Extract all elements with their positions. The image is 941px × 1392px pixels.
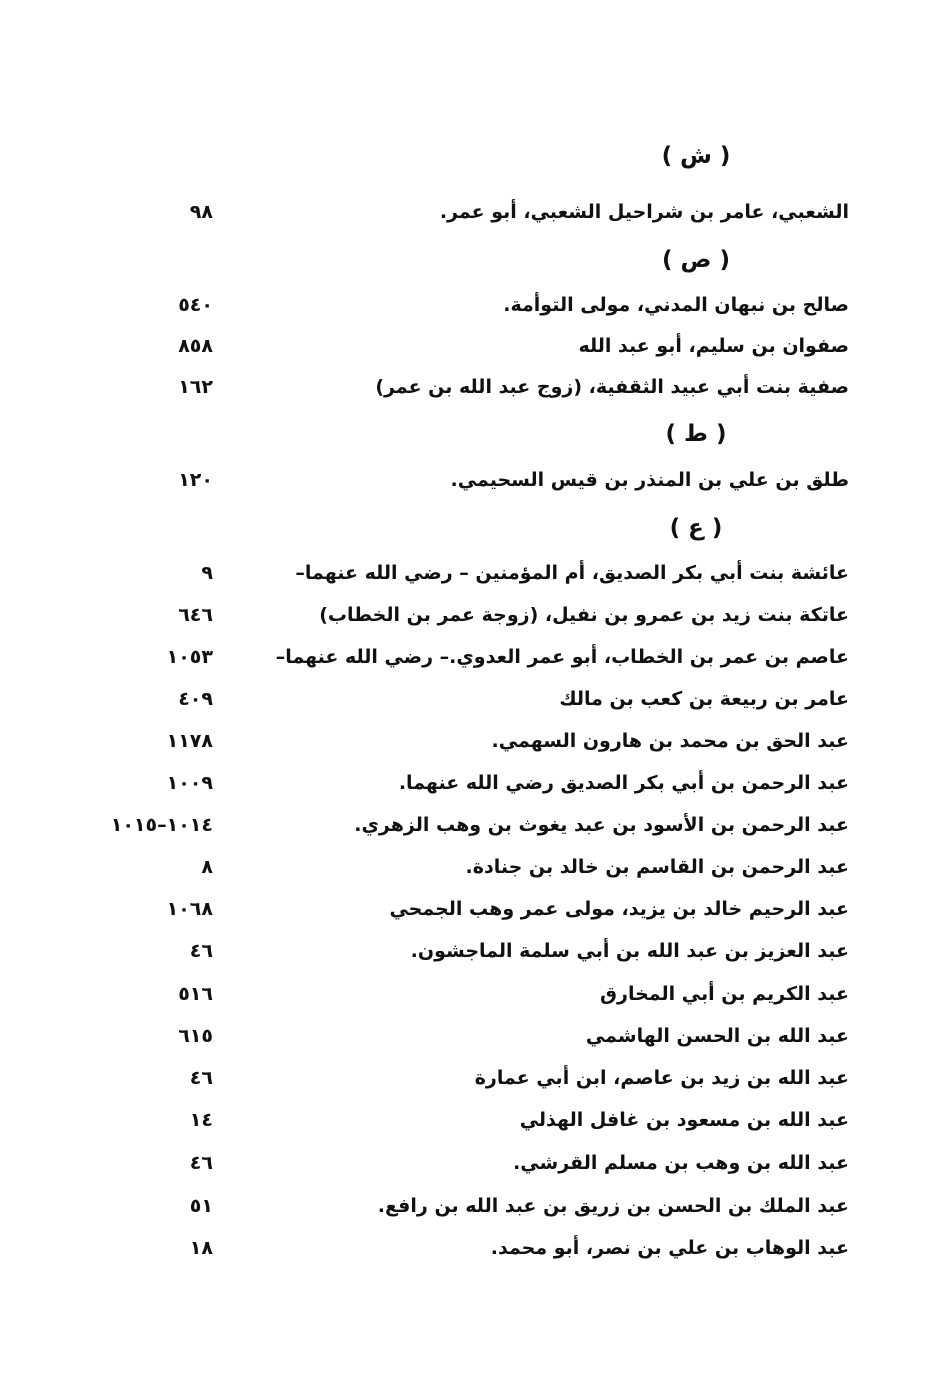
entry-page: ١٠٠٩ — [166, 772, 213, 794]
entry-page: ١١٧٨ — [166, 730, 213, 752]
entry-page: ٤٠٩ — [178, 688, 213, 710]
entry-name: عبد الله بن وهب بن مسلم القرشي. — [513, 1152, 849, 1174]
entry-name: عامر بن ربيعة بن كعب بن مالك — [559, 688, 849, 710]
entry-name: عبد الكريم بن أبي المخارق — [600, 983, 849, 1005]
section-heading-ain — [0, 506, 941, 550]
section-letter: ( ص ) — [662, 247, 730, 273]
entry-page: ٥١٦ — [178, 983, 213, 1005]
entry-name: صالح بن نبهان المدني، مولى التوأمة. — [503, 294, 849, 316]
entry-name: الشعبي، عامر بن شراحيل الشعبي، أبو عمر. — [439, 201, 849, 223]
index-entry — [0, 889, 941, 929]
entry-page: ١٠٥٣ — [166, 646, 213, 668]
index-entry — [0, 679, 941, 719]
entry-name: عاتكة بنت زيد بن عمرو بن نفيل، (زوجة عمر بن الخطاب) — [319, 604, 849, 626]
entry-name: عبد الله بن مسعود بن غافل الهذلي — [519, 1109, 849, 1131]
entry-name: صفية بنت أبي عبيد الثقفية، (زوج عبد الله بن عمر) — [375, 376, 849, 398]
index-entry — [0, 460, 941, 500]
entry-name: عبد الرحمن بن الأسود بن عبد يغوث بن وهب الزهري. — [354, 814, 849, 836]
entry-name: عبد الملك بن الحسن بن زريق بن عبد الله بن رافع. — [377, 1195, 849, 1217]
entry-page: ٤٦ — [189, 1152, 213, 1174]
index-entry — [0, 285, 941, 325]
index-entry — [0, 847, 941, 887]
entry-name: عبد العزيز بن عبد الله بن أبي سلمة الماجشون. — [410, 940, 849, 962]
entry-name: عبد الرحيم خالد بن يزيد، مولى عمر وهب الجمحي — [389, 898, 849, 920]
index-entry — [0, 1228, 941, 1268]
entry-page: ٥١ — [189, 1195, 213, 1217]
index-entry — [0, 1016, 941, 1056]
entry-name: عاصم بن عمر بن الخطاب، أبو عمر العدوي.– رضي الله عنهما– — [275, 646, 849, 668]
entry-name: عبد الوهاب بن علي بن نصر، أبو محمد. — [490, 1237, 849, 1259]
index-entry — [0, 805, 941, 845]
entry-name: طلق بن علي بن المنذر بن قيس السحيمي. — [450, 469, 849, 491]
index-entry — [0, 553, 941, 593]
section-heading-sad — [0, 238, 941, 282]
entry-name: عبد الرحمن بن أبي بكر الصديق رضي الله عنهما. — [398, 772, 849, 794]
section-heading-sheen — [0, 134, 941, 178]
entry-page: ٦١٥ — [178, 1025, 213, 1047]
index-entry — [0, 367, 941, 407]
index-entry — [0, 1186, 941, 1226]
index-entry — [0, 1100, 941, 1140]
section-letter: ( ط ) — [665, 421, 727, 447]
index-entry — [0, 595, 941, 635]
index-entry — [0, 721, 941, 761]
entry-name: عبد الله بن زيد بن عاصم، ابن أبي عمارة — [474, 1067, 849, 1089]
entry-page: ١٠١٤–١٠١٥ — [110, 814, 213, 836]
entry-page: ٩ — [201, 562, 213, 584]
index-entry — [0, 931, 941, 971]
entry-page: ٤٦ — [189, 1067, 213, 1089]
index-entry — [0, 1058, 941, 1098]
entry-name: عائشة بنت أبي بكر الصديق، أم المؤمنين – رضي الله عنهما– — [295, 562, 849, 584]
section-heading-ta — [0, 412, 941, 456]
index-entry — [0, 326, 941, 366]
entry-name: عبد الله بن الحسن الهاشمي — [585, 1025, 849, 1047]
index-entry — [0, 974, 941, 1014]
entry-name: عبد الحق بن محمد بن هارون السهمي. — [491, 730, 849, 752]
index-entry — [0, 763, 941, 803]
entry-page: ١٤ — [189, 1109, 213, 1131]
entry-page: ٨٥٨ — [178, 335, 213, 357]
section-letter: ( ع ) — [669, 515, 723, 541]
entry-name: عبد الرحمن بن القاسم بن خالد بن جنادة. — [465, 856, 849, 878]
section-letter: ( ش ) — [661, 143, 731, 169]
entry-name: صفوان بن سليم، أبو عبد الله — [578, 335, 849, 357]
entry-page: ٩٨ — [189, 201, 213, 223]
index-entry — [0, 192, 941, 232]
entry-page: ٦٤٦ — [178, 604, 213, 626]
entry-page: ١٦٢ — [178, 376, 213, 398]
entry-page: ٥٤٠ — [178, 294, 213, 316]
index-entry — [0, 1143, 941, 1183]
entry-page: ٨ — [201, 856, 213, 878]
entry-page: ١٠٦٨ — [166, 898, 213, 920]
index-entry — [0, 637, 941, 677]
entry-page: ١٢٠ — [178, 469, 213, 491]
entry-page: ٤٦ — [189, 940, 213, 962]
entry-page: ١٨ — [189, 1237, 213, 1259]
